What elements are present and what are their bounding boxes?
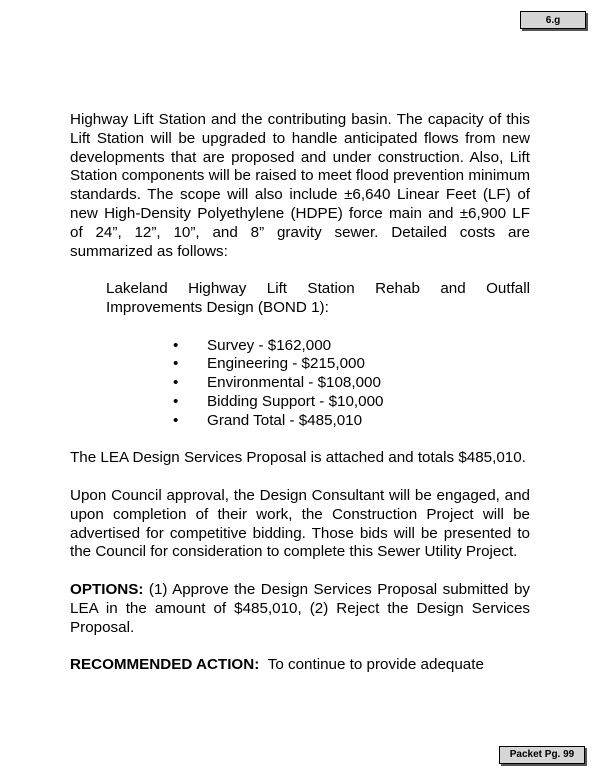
bullet-icon: • (173, 374, 179, 392)
document-body (70, 111, 530, 675)
list-item: • Grand Total - $485,010 (173, 411, 363, 429)
list-item: • Bidding Support - $10,000 (173, 392, 384, 410)
recommended-action-text: To continue to provide adequate (267, 656, 484, 674)
list-item: • Survey - $162,000 (173, 336, 332, 354)
cost-list (70, 337, 530, 431)
options-label: OPTIONS: (70, 580, 144, 598)
options-paragraph (70, 581, 530, 637)
proposal-total-paragraph: The LEA Design Services Proposal is attached and totals $485,010. (70, 449, 526, 467)
item-number-tag: 6.g (520, 11, 586, 29)
intro-paragraph: Highway Lift Station and the contributing basin. The capacity of this Lift Station will be upgraded to handle anticipated flows from new developments that are proposed and under construction. Also, Lift Station components will be raised to meet flood prevention minimum standards. The scope will also include ±6,640 Linear Feet (LF) of new High-Density Polyethylene (HDPE) force main and ±6,900 LF of 24”, 12”, 10”, and 8” gravity sewer. Detailed costs are summarized as follows: (70, 111, 530, 260)
bullet-icon: • (173, 411, 179, 429)
list-item: • Engineering - $215,000 (173, 355, 365, 373)
project-title-paragraph: Lakeland Highway Lift Station Rehab and Outfall Improvements Design (BOND 1): (106, 280, 530, 316)
recommended-action-paragraph (70, 656, 530, 675)
packet-page-label: Packet Pg. 99 (499, 746, 585, 764)
bullet-icon: • (173, 392, 179, 410)
options-text: (1) Approve the Design Services Proposal submitted by LEA in the amount of $485,010, (2) Reject the Design Services Proposal. (70, 580, 530, 636)
bullet-icon: • (173, 336, 179, 354)
approval-paragraph: Upon Council approval, the Design Consultant will be engaged, and upon completion of their work, the Construction Project will be advertised for competitive bidding. Those bids will be presented to the Council for consideration to complete this Sewer Utility Project. (70, 486, 530, 561)
list-item: • Environmental - $108,000 (173, 374, 381, 392)
bullet-icon: • (173, 355, 179, 373)
recommended-action-label: RECOMMENDED ACTION: (70, 656, 260, 674)
